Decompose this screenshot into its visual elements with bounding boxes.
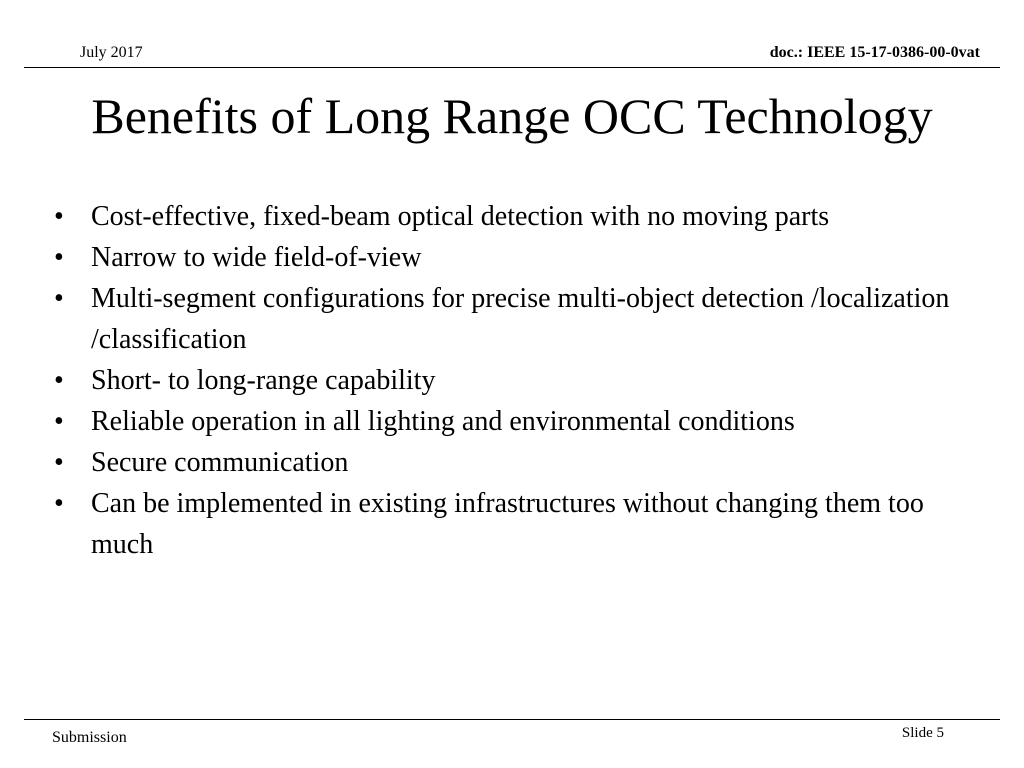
bullet-dot-icon: • — [54, 406, 64, 437]
bullet-list — [50, 196, 980, 565]
bullet-item — [50, 483, 980, 565]
footer-divider — [24, 719, 1000, 720]
bullet-item — [50, 360, 980, 401]
header-doc-id: doc.: IEEE 15-17-0386-00-0vat — [769, 44, 980, 61]
bullet-dot-icon: • — [54, 488, 64, 519]
bullet-item — [50, 401, 980, 442]
footer-slide-number: Slide 5 — [901, 725, 944, 741]
bullet-item — [50, 237, 980, 278]
bullet-text: Short- to long-range capability — [91, 365, 436, 396]
bullet-dot-icon: • — [54, 242, 64, 273]
bullet-text: Reliable operation in all lighting and environmental conditions — [91, 406, 795, 437]
footer-submission: Submission — [52, 729, 127, 746]
bullet-item — [50, 442, 980, 483]
bullet-text: Secure communication — [91, 447, 349, 478]
bullet-dot-icon: • — [54, 201, 64, 232]
bullet-dot-icon: • — [54, 447, 64, 478]
bullet-item — [50, 278, 980, 360]
header-divider — [24, 67, 1000, 68]
bullet-text: Cost-effective, fixed-beam optical detection with no moving parts — [91, 201, 830, 232]
bullet-item — [50, 196, 980, 237]
bullet-text: Multi-segment configurations for precise multi-object detection /localization /classification — [91, 283, 950, 355]
slide-title: Benefits of Long Range OCC Technology — [91, 88, 933, 144]
bullet-text: Narrow to wide field-of-view — [91, 242, 422, 273]
header-date: July 2017 — [80, 44, 143, 61]
bullet-dot-icon: • — [54, 283, 64, 314]
bullet-dot-icon: • — [54, 365, 64, 396]
bullet-text: Can be implemented in existing infrastructures without changing them too much — [91, 488, 924, 560]
